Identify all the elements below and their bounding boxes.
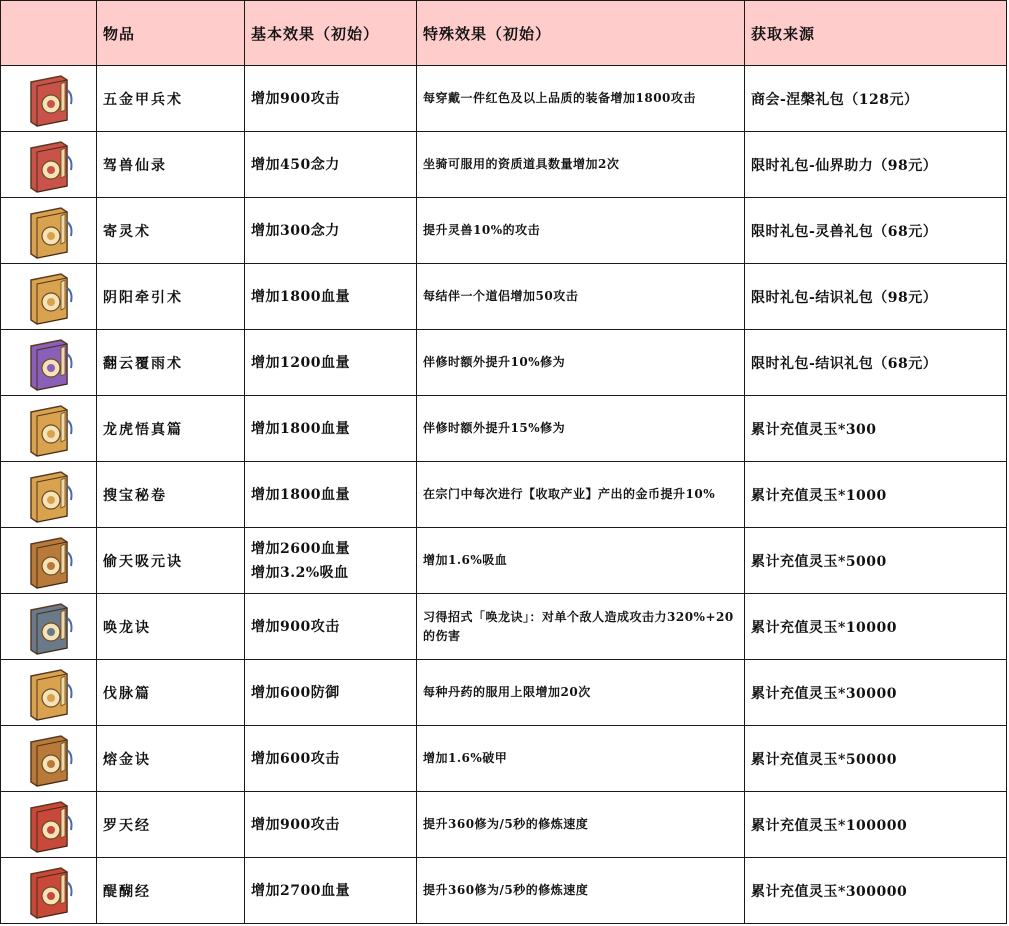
item-icon-cell (1, 132, 97, 198)
special-effect: 伴修时额外提升10%修为 (417, 330, 745, 396)
special-effect: 每种丹药的服用上限增加20次 (417, 660, 745, 726)
base-effect-cell (245, 528, 417, 594)
table-row (1, 132, 1007, 198)
red-book-icon (21, 136, 77, 194)
item-name: 阴阳牵引术 (97, 264, 245, 330)
special-effect: 提升360修为/5秒的修炼速度 (417, 792, 745, 858)
special-effect: 伴修时额外提升15%修为 (417, 396, 745, 462)
gold-book-icon (21, 400, 77, 458)
base-effect: 增加300念力 (251, 222, 340, 239)
base-effect-cell (245, 858, 417, 924)
header-special-effect: 特殊效果（初始） (417, 1, 745, 66)
item-icon-cell (1, 462, 97, 528)
source: 累计充值灵玉*50000 (745, 726, 1007, 792)
item-name: 伐脉篇 (97, 660, 245, 726)
item-icon-cell (1, 198, 97, 264)
base-effect: 增加1800血量 (251, 486, 350, 503)
source: 累计充值灵玉*1000 (745, 462, 1007, 528)
table-row (1, 792, 1007, 858)
source: 商会-涅槃礼包（128元） (745, 66, 1007, 132)
table-row (1, 462, 1007, 528)
table-row (1, 330, 1007, 396)
table-row (1, 396, 1007, 462)
base-effect-cell (245, 792, 417, 858)
header-item: 物品 (97, 1, 245, 66)
table-row (1, 858, 1007, 924)
gold-book-icon (21, 466, 77, 524)
item-name: 熔金诀 (97, 726, 245, 792)
table-row (1, 264, 1007, 330)
base-effect-cell (245, 330, 417, 396)
special-effect: 增加1.6%吸血 (417, 528, 745, 594)
gold-book-icon (21, 202, 77, 260)
red-book-icon (21, 70, 77, 128)
source: 限时礼包-结识礼包（68元） (745, 330, 1007, 396)
special-effect: 增加1.6%破甲 (417, 726, 745, 792)
table-row (1, 66, 1007, 132)
base-effect: 增加2600血量 (251, 540, 350, 557)
item-icon-cell (1, 726, 97, 792)
item-name: 偷天吸元诀 (97, 528, 245, 594)
item-icon-cell (1, 792, 97, 858)
table-row (1, 528, 1007, 594)
item-name: 罗天经 (97, 792, 245, 858)
base-effect-cell (245, 66, 417, 132)
base-effect-cell (245, 726, 417, 792)
purple-book-icon (21, 334, 77, 392)
item-icon-cell (1, 264, 97, 330)
item-icon-cell (1, 594, 97, 660)
special-effect: 提升灵兽10%的攻击 (417, 198, 745, 264)
source: 累计充值灵玉*300000 (745, 858, 1007, 924)
item-name: 龙虎悟真篇 (97, 396, 245, 462)
source: 累计充值灵玉*10000 (745, 594, 1007, 660)
base-effect: 增加1800血量 (251, 420, 350, 437)
item-icon-cell (1, 858, 97, 924)
item-icon-cell (1, 66, 97, 132)
source: 累计充值灵玉*5000 (745, 528, 1007, 594)
brown-book-icon (21, 532, 77, 590)
source: 累计充值灵玉*300 (745, 396, 1007, 462)
base-effect: 增加600攻击 (251, 750, 340, 767)
header-source: 获取来源 (745, 1, 1007, 66)
special-effect: 提升360修为/5秒的修炼速度 (417, 858, 745, 924)
base-effect: 增加900攻击 (251, 816, 340, 833)
base-effect-cell (245, 198, 417, 264)
header-base-effect: 基本效果（初始） (245, 1, 417, 66)
special-effect: 在宗门中每次进行【收取产业】产出的金币提升10% (417, 462, 745, 528)
table-row (1, 594, 1007, 660)
source: 累计充值灵玉*100000 (745, 792, 1007, 858)
item-name: 唤龙诀 (97, 594, 245, 660)
source: 限时礼包-结识礼包（98元） (745, 264, 1007, 330)
item-name: 翻云覆雨术 (97, 330, 245, 396)
base-effect: 增加600防御 (251, 684, 340, 701)
gold-book-icon (21, 664, 77, 722)
item-icon-cell (1, 660, 97, 726)
special-effect: 每穿戴一件红色及以上品质的装备增加1800攻击 (417, 66, 745, 132)
base-effect-cell (245, 132, 417, 198)
base-effect: 增加1800血量 (251, 288, 350, 305)
special-effect: 每结伴一个道侣增加50攻击 (417, 264, 745, 330)
source: 累计充值灵玉*30000 (745, 660, 1007, 726)
scroll-book-icon (21, 862, 77, 920)
table-row (1, 726, 1007, 792)
item-name: 醍醐经 (97, 858, 245, 924)
base-effect-cell (245, 660, 417, 726)
special-effect: 习得招式「唤龙诀」：对单个敌人造成攻击力320%+20的伤害 (417, 594, 745, 660)
item-name: 五金甲兵术 (97, 66, 245, 132)
source: 限时礼包-仙界助力（98元） (745, 132, 1007, 198)
base-effect: 增加900攻击 (251, 90, 340, 107)
base-effect: 增加3.2%吸血 (251, 564, 349, 581)
item-name: 寄灵术 (97, 198, 245, 264)
item-icon-cell (1, 330, 97, 396)
base-effect-cell (245, 264, 417, 330)
header-row (1, 1, 1007, 66)
base-effect-cell (245, 462, 417, 528)
dragon-book-icon (21, 598, 77, 656)
scroll-book-icon (21, 796, 77, 854)
base-effect: 增加450念力 (251, 156, 340, 173)
base-effect: 增加2700血量 (251, 882, 350, 899)
base-effect: 增加900攻击 (251, 618, 340, 635)
special-effect: 坐骑可服用的资质道具数量增加2次 (417, 132, 745, 198)
item-name: 搜宝秘卷 (97, 462, 245, 528)
table-row (1, 198, 1007, 264)
header-icon (1, 1, 97, 66)
item-icon-cell (1, 528, 97, 594)
brown-book-icon (21, 730, 77, 788)
item-icon-cell (1, 396, 97, 462)
table-row (1, 660, 1007, 726)
gold-book-icon (21, 268, 77, 326)
base-effect-cell (245, 396, 417, 462)
source: 限时礼包-灵兽礼包（68元） (745, 198, 1007, 264)
base-effect-cell (245, 594, 417, 660)
item-name: 驾兽仙录 (97, 132, 245, 198)
base-effect: 增加1200血量 (251, 354, 350, 371)
